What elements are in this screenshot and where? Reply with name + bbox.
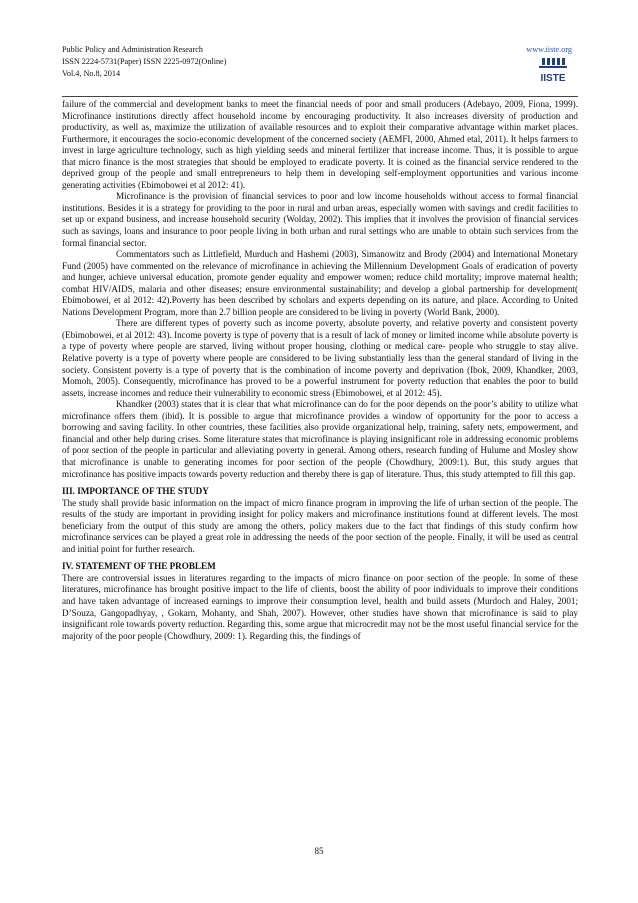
paragraph-2: Microfinance is the provision of financial services to poor and low income households without access to formal financial institutions. Besides it is a strategy for providing to the poor in rural and urban areas, especially women with savings and credit facilities to set up or expand business, and increase household security (Wolday, 2002). This implies that it involves the provision of financial services such as savings, loans and insurance to poor people living in both urban and rural settings who are unable to obtain such services from the formal financial sector. <box>62 191 578 248</box>
section-heading-problem: IV. STATEMENT OF THE PROBLEM <box>62 561 216 572</box>
section-body-problem: There are controversial issues in literatures regarding to the impacts of micro finance on poor section of the people. In some of these literatures, microfinance has brought positive impact to the life of clients, boost the ability of poor individuals to improve their conditions and have taken advantage of increased earnings to improve their consumption level, health and build assets (Murdoch and Haley, 2001; D’Souza, Gangopadhyay, , Gokarn, Mohanty, and Shah, 2007). However, other studies have shown that microfinance is said to play insignificant role towards poverty reduction. Regarding this, some argue that microcredit may not be the most useful financial service for the majority of the poor people (Chowdhury, 2009: 1). Regarding this, the findings of <box>62 572 578 641</box>
issn-line: ISSN 2224-5731(Paper) ISSN 2225-0972(Online) <box>62 57 227 66</box>
paragraph-1: failure of the commercial and development banks to meet the financial needs of poor and small producers (Adebayo, 2009, Fiona, 1999). Microfinance institutions directly affect household income by encouraging productivity. It also increases diversity of production and productivity, as well as, maximize the utilization of available resources and to exploit their comparative advantage within market places. Furthermore, it encourages the socio-economic development of the concerned society (AEMFI, 2000, Ahmed etal, 2011). It helps farmers to invest in large agriculture technology, such as high yielding seeds and mineral fertilizer that increase income. Thus, it is possible to argue that micro finance is the most strategies that should be employed to eradicate poverty. It is coined as the financial service rendered to the deprived group of the people and small entrepreneurs to help them in developing self-employment opportunities and various income generating activities (Ebimobowei et al 2012: 41). <box>62 99 578 190</box>
paragraph-4: There are different types of poverty such as income poverty, absolute poverty, and relative poverty and consistent poverty (Ebimobowei, et al 2012: 43). Income poverty is type of poverty that is a result of lack of money or limited income while absolute poverty is a type of poverty where people are starved, living without proper housing, clothing or medical care- people who struggle to stay alive. Relative poverty is a type of poverty where people are considered to be living substantially less than the general standard of living in the society. Consistent poverty is a type of poverty that is the combination of income poverty and deprivation (Ibok, 2009, Khandker, 2003, Momoh, 2005). Consequently, microfinance has proved to be a powerful instrument for poverty reduction that enables the poor to build assets, increase incomes and reduce their vulnerability to economic stress (Ebimobowei, et al 2012: 45). <box>62 318 578 398</box>
paragraph-5: Khandker (2003) states that it is clear that what microfinance can do for the poor depends on the poor’s ability to utilize what microfinance offers them (ibid). It is possible to argue that microfinance provides a window of opportunity for the poor to access a borrowing and saving facility. In other countries, these facilities also provide organizational help, training, safety nets, empowerment, and financial and other help during crises. Some literature states that microfinance is playing insignificant role in addressing economic problems of poor section of the people in particular and alleviating poverty in general. Among others, research funding of Hulume and Mosley show that microfinance is unable to generating incomes for poor section of the people (Chowdhury, 2009:1). But, this study argues that microfinance has positive impacts towards poverty reduction and thereby there is gap of literature. Thus, this study attempted to fill this gap. <box>62 399 578 479</box>
volume-line: Vol.4, No.8, 2014 <box>62 69 121 78</box>
page-number: 85 <box>314 846 324 856</box>
paragraph-3: Commentators such as Littlefield, Murduch and Hashemi (2003), Simanowitz and Brody (2004) and International Monetary Fund (2005) have commented on the relevance of microfinance in achieving the Millennium Development Goals of eradication of poverty and hunger, achieve universal education, promote gender equality and empower women; reduce child mortality; improve maternal health; combat HIV/AIDS, malaria and other diseases; ensure environmental sustainability; and develop a global partnership for development( Ebimobowei, et al 2012: 42).Poverty has been described by scholars and experts depending on its nature, and place. According to United Nations Development Program, more than 2.7 billion people are considered to be living in poverty (World Bank, 2000). <box>62 249 578 317</box>
article-body <box>62 99 578 642</box>
page-header <box>62 44 578 96</box>
journal-url-link[interactable]: www.iiste.org <box>526 45 572 54</box>
section-body-importance: The study shall provide basic information on the impact of micro finance program in improving the life of urban section of the people. The results of the study are important in providing insight for policy makers and microfinance institutions found at different levels. The most beneficiary from the output of this study are among the others, policy makers due to the fact that findings of this study confirm how microfinance services can be played a great role in addressing the needs of the poor section of the people. Finally, it will be used as central and initial point for further research. <box>62 497 578 554</box>
journal-name: Public Policy and Administration Research <box>62 45 203 54</box>
header-rule <box>62 96 578 97</box>
section-heading-importance: III. IMPORTANCE OF THE STUDY <box>62 486 209 497</box>
svg-text:IISTE: IISTE <box>540 73 566 84</box>
iiste-logo-icon <box>536 57 570 87</box>
